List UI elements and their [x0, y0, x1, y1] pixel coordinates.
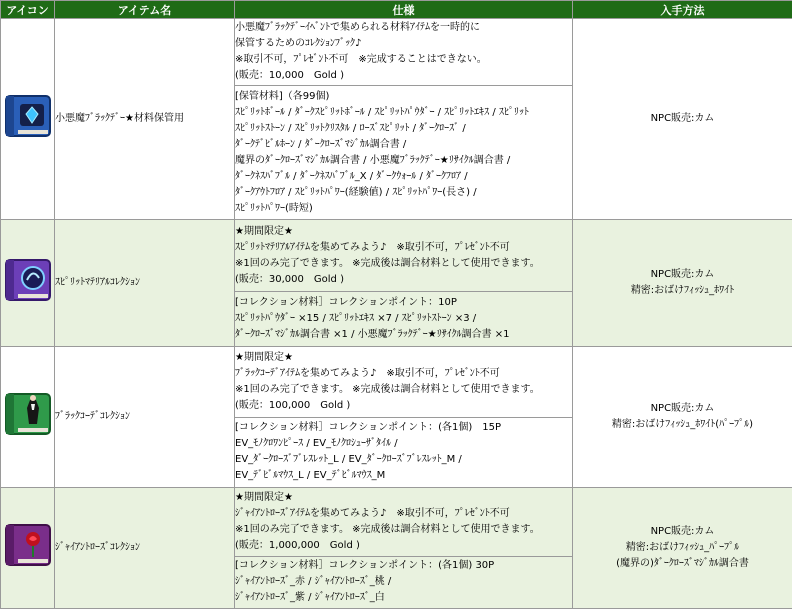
item-spec-description	[235, 220, 573, 292]
spec-line: 小悪魔ﾌﾞﾗｯｸﾃﾞｰｲﾍﾞﾝﾄで集められる材料ｱｲﾃﾑを一時的に	[235, 20, 572, 36]
header-row	[1, 1, 792, 19]
item-spec-description	[235, 347, 573, 418]
item-spec-materials	[235, 417, 573, 488]
item-obtain	[573, 347, 792, 488]
spec-line: ﾀﾞｰｸｱｳﾄﾌﾛｱ / ｽﾋﾟﾘｯﾄﾊﾟﾜｰ(経験値) / ｽﾋﾟﾘｯﾄﾊﾟﾜｰ(長さ) /	[235, 185, 572, 201]
spec-line: ﾀﾞｰｸﾈｽﾊﾞﾌﾞﾙ / ﾀﾞｰｸﾈｽﾊﾞﾌﾞﾙ_X / ﾀﾞｰｸｳｫｰﾙ / ﾀﾞｰｸﾌﾛｱ /	[235, 169, 572, 185]
purple-book-with-red-rose-icon	[4, 521, 52, 569]
header-name: アイテム名	[55, 1, 235, 19]
green-book-with-outfit-icon	[4, 390, 52, 438]
item-icon-cell	[1, 347, 55, 488]
spec-line: EV_ﾃﾞﾋﾞﾙﾏｳｽ_L / EV_ﾃﾞﾋﾞﾙﾏｳｽ_M	[235, 468, 572, 484]
obtain-line: NPC販売:カム	[573, 267, 792, 283]
spec-line: ｽﾋﾟﾘｯﾄﾊﾟｳﾀﾞｰ ×15 / ｽﾋﾟﾘｯﾄｴｷｽ ×7 / ｽﾋﾟﾘｯﾄｽﾄｰﾝ ×3 /	[235, 311, 572, 327]
item-icon-cell	[1, 488, 55, 609]
item-obtain	[573, 19, 792, 220]
spec-line: ※1回のみ完了できます。 ※完成後は調合材料として使用できます。	[235, 382, 572, 398]
spec-line: ★期間限定★	[235, 350, 572, 366]
spec-line: ｼﾞｬｲｱﾝﾄﾛｰｽﾞｱｲﾃﾑを集めてみよう♪ ※取引不可，ﾌﾟﾚｾﾞﾝﾄ不可	[235, 506, 572, 522]
spec-line: [コレクション材料］コレクションポイント：(各1個) 30P	[235, 558, 572, 574]
item-obtain	[573, 488, 792, 609]
obtain-line: 精密:おばけﾌｨｯｼｭ_ﾊﾟｰﾌﾟﾙ	[573, 540, 792, 556]
obtain-line: NPC販売:カム	[573, 401, 792, 417]
spec-line: ★期間限定★	[235, 490, 572, 506]
spec-line: ﾌﾞﾗｯｸｺｰﾃﾞｱｲﾃﾑを集めてみよう♪ ※取引不可，ﾌﾟﾚｾﾞﾝﾄ不可	[235, 366, 572, 382]
item-icon-cell	[1, 220, 55, 347]
blue-book-with-blue-gem-icon	[4, 92, 52, 140]
spec-line: ﾀﾞｰｸﾛｰｽﾞﾏｼﾞｶﾙ調合書 ×1 / 小悪魔ﾌﾞﾗｯｸﾃﾞｰ★ﾘｻｲｸﾙ調合書 ×1	[235, 327, 572, 343]
item-spec-description	[235, 488, 573, 557]
spec-line: ｽﾋﾟﾘｯﾄﾏﾃﾘｱﾙｱｲﾃﾑを集めてみよう♪ ※取引不可，ﾌﾟﾚｾﾞﾝﾄ不可	[235, 240, 572, 256]
spec-line: 保管するためのｺﾚｸｼｮﾝﾌﾞｯｸ♪	[235, 36, 572, 52]
obtain-line: 精密:おばけﾌｨｯｼｭ_ﾎﾜｲﾄ(ﾊﾟｰﾌﾟﾙ)	[573, 417, 792, 433]
item-obtain	[573, 220, 792, 347]
item-icon-cell	[1, 19, 55, 220]
purple-book-with-blue-orb-icon	[4, 256, 52, 304]
spec-line: ﾀﾞｰｸﾃﾞﾋﾞﾙﾎｰﾝ / ﾀﾞｰｸﾛｰｽﾞﾏｼﾞｶﾙ調合書 /	[235, 137, 572, 153]
spec-line: 魔界のﾀﾞｰｸﾛｰｽﾞﾏｼﾞｶﾙ調合書 / 小悪魔ﾌﾞﾗｯｸﾃﾞｰ★ﾘｻｲｸﾙ調合書 /	[235, 153, 572, 169]
spec-line: ｽﾋﾟﾘｯﾄｽﾄｰﾝ / ｽﾋﾟﾘｯﾄｸﾘｽﾀﾙ / ﾛｰｽﾞｽﾋﾟﾘｯﾄ / ﾀﾞｰｸﾛｰｽﾞ /	[235, 121, 572, 137]
item-spec-materials	[235, 292, 573, 347]
spec-line: [コレクション材料］コレクションポイント：(各1個) 15P	[235, 420, 572, 436]
spec-line: ｽﾋﾟﾘｯﾄﾊﾟﾜｰ(時短)	[235, 201, 572, 217]
table-row	[1, 19, 792, 86]
spec-line: [保管材料]（各99個)	[235, 89, 572, 105]
spec-line: EV_ﾓﾉｸﾛﾜﾝﾋﾟｰｽ / EV_ﾓﾉｸﾛｼｭｰｻﾞﾀｲﾙ /	[235, 436, 572, 452]
item-name: ﾌﾞﾗｯｸｺｰﾃﾞｺﾚｸｼｮﾝ	[55, 347, 235, 488]
item-spec-materials	[235, 86, 573, 220]
item-name: 小悪魔ﾌﾞﾗｯｸﾃﾞｰ★材料保管用	[55, 19, 235, 220]
obtain-line: NPC販売:カム	[573, 111, 792, 127]
spec-line: ※取引不可，ﾌﾟﾚｾﾞﾝﾄ不可 ※完成することはできない。	[235, 52, 572, 68]
spec-line: (販売：100,000 Gold )	[235, 398, 572, 414]
table-row	[1, 488, 792, 557]
obtain-line: 精密:おばけﾌｨｯｼｭ_ﾎﾜｲﾄ	[573, 283, 792, 299]
table-row	[1, 220, 792, 292]
item-spec-materials	[235, 556, 573, 608]
item-name: ｼﾞｬｲｱﾝﾄﾛｰｽﾞｺﾚｸｼｮﾝ	[55, 488, 235, 609]
spec-line: (販売：30,000 Gold )	[235, 272, 572, 288]
spec-line: ※1回のみ完了できます。 ※完成後は調合材料として使用できます。	[235, 522, 572, 538]
item-name: ｽﾋﾟﾘｯﾄﾏﾃﾘｱﾙｺﾚｸｼｮﾝ	[55, 220, 235, 347]
spec-line: ｼﾞｬｲｱﾝﾄﾛｰｽﾞ_赤 / ｼﾞｬｲｱﾝﾄﾛｰｽﾞ_桃 /	[235, 574, 572, 590]
header-icon: アイコン	[1, 1, 55, 19]
spec-line: EV_ﾀﾞｰｸﾛｰｽﾞﾌﾞﾚｽﾚｯﾄ_L / EV_ﾀﾞｰｸﾛｰｽﾞﾌﾞﾚｽﾚｯﾄ_M /	[235, 452, 572, 468]
spec-line: (販売：10,000 Gold )	[235, 68, 572, 84]
header-spec: 仕様	[235, 1, 573, 19]
obtain-line: NPC販売:カム	[573, 524, 792, 540]
table-row	[1, 347, 792, 418]
spec-line: ※1回のみ完了できます。 ※完成後は調合材料として使用できます。	[235, 256, 572, 272]
spec-line: ｼﾞｬｲｱﾝﾄﾛｰｽﾞ_紫 / ｼﾞｬｲｱﾝﾄﾛｰｽﾞ_白	[235, 590, 572, 606]
obtain-line: (魔界の)ﾀﾞｰｸﾛｰｽﾞﾏｼﾞｶﾙ調合書	[573, 556, 792, 572]
spec-line: [コレクション材料］コレクションポイント：10P	[235, 295, 572, 311]
spec-line: ｽﾋﾟﾘｯﾄﾎﾞｰﾙ / ﾀﾞｰｸｽﾋﾟﾘｯﾄﾎﾞｰﾙ / ｽﾋﾟﾘｯﾄﾊﾟｳﾀﾞｰ / ｽﾋﾟﾘｯﾄｴｷｽ / ｽﾋﾟﾘｯﾄ	[235, 105, 572, 121]
item-spec-description	[235, 19, 573, 86]
header-obtain: 入手方法	[573, 1, 792, 19]
spec-line: (販売：1,000,000 Gold )	[235, 538, 572, 554]
spec-line: ★期間限定★	[235, 224, 572, 240]
